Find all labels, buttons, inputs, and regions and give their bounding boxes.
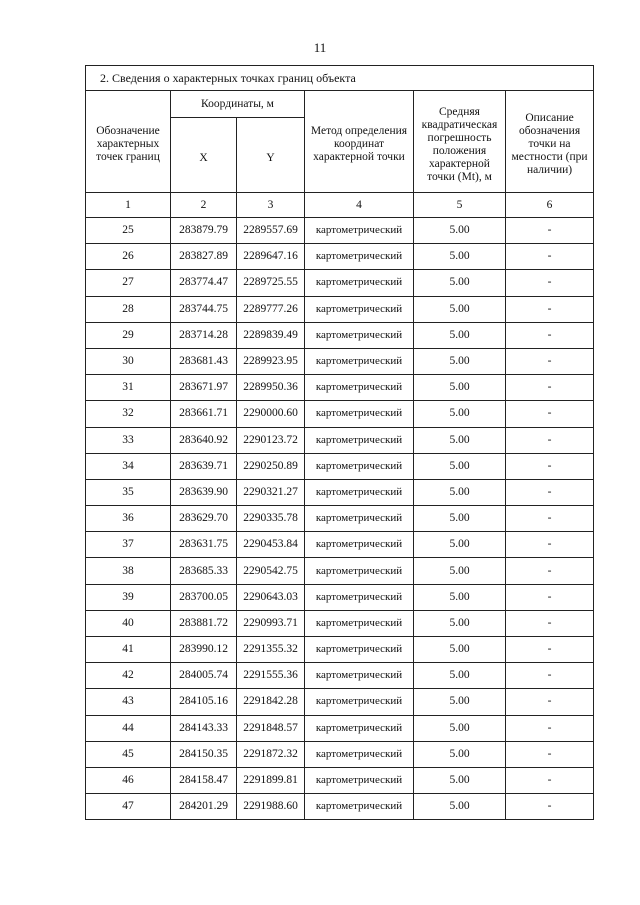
accuracy-cell: 5.00 — [414, 637, 506, 663]
description-cell: - — [506, 506, 594, 532]
description-cell: - — [506, 244, 594, 270]
table-row — [86, 296, 594, 322]
x-coordinate-cell: 283661.71 — [171, 401, 237, 427]
point-cell: 30 — [86, 348, 171, 374]
x-coordinate-cell: 283681.43 — [171, 348, 237, 374]
accuracy-cell: 5.00 — [414, 479, 506, 505]
x-coordinate-cell: 284005.74 — [171, 663, 237, 689]
x-coordinate-cell: 283881.72 — [171, 610, 237, 636]
x-coordinate-cell: 283990.12 — [171, 637, 237, 663]
description-cell: - — [506, 218, 594, 244]
table-row — [86, 348, 594, 374]
y-coordinate-cell: 2290453.84 — [237, 532, 305, 558]
x-coordinate-cell: 283671.97 — [171, 375, 237, 401]
method-cell: картометрический — [305, 270, 414, 296]
y-coordinate-cell: 2291899.81 — [237, 767, 305, 793]
description-cell: - — [506, 453, 594, 479]
point-cell: 29 — [86, 322, 171, 348]
y-coordinate-cell: 2291848.57 — [237, 715, 305, 741]
accuracy-cell: 5.00 — [414, 270, 506, 296]
accuracy-cell: 5.00 — [414, 453, 506, 479]
point-cell: 44 — [86, 715, 171, 741]
accuracy-cell: 5.00 — [414, 506, 506, 532]
accuracy-cell: 5.00 — [414, 767, 506, 793]
description-cell: - — [506, 375, 594, 401]
y-coordinate-cell: 2290643.03 — [237, 584, 305, 610]
point-cell: 45 — [86, 741, 171, 767]
description-cell: - — [506, 270, 594, 296]
accuracy-cell: 5.00 — [414, 218, 506, 244]
method-cell: картометрический — [305, 715, 414, 741]
accuracy-cell: 5.00 — [414, 296, 506, 322]
column-number: 2 — [171, 193, 237, 218]
table-row — [86, 453, 594, 479]
point-cell: 39 — [86, 584, 171, 610]
method-cell: картометрический — [305, 794, 414, 820]
page-number: 11 — [313, 40, 327, 55]
table-row — [86, 401, 594, 427]
accuracy-cell: 5.00 — [414, 558, 506, 584]
x-coordinate-cell: 284143.33 — [171, 715, 237, 741]
accuracy-cell: 5.00 — [414, 663, 506, 689]
y-coordinate-cell: 2289557.69 — [237, 218, 305, 244]
description-cell: - — [506, 296, 594, 322]
method-cell: картометрический — [305, 558, 414, 584]
method-cell: картометрический — [305, 689, 414, 715]
description-cell: - — [506, 348, 594, 374]
header-x: X — [171, 118, 237, 193]
point-cell: 26 — [86, 244, 171, 270]
y-coordinate-cell: 2289725.55 — [237, 270, 305, 296]
table-row — [86, 244, 594, 270]
header-accuracy: Средняя квадратическая погрешность положения характерной точки (Mt), м — [414, 91, 506, 193]
method-cell: картометрический — [305, 479, 414, 505]
x-coordinate-cell: 283827.89 — [171, 244, 237, 270]
column-number: 3 — [237, 193, 305, 218]
description-cell: - — [506, 689, 594, 715]
description-cell: - — [506, 479, 594, 505]
table-row — [86, 584, 594, 610]
table-row — [86, 532, 594, 558]
x-coordinate-cell: 284201.29 — [171, 794, 237, 820]
method-cell: картометрический — [305, 427, 414, 453]
y-coordinate-cell: 2290000.60 — [237, 401, 305, 427]
y-coordinate-cell: 2289839.49 — [237, 322, 305, 348]
description-cell: - — [506, 427, 594, 453]
header-point: Обозначение характерных точек границ — [86, 91, 171, 193]
point-cell: 42 — [86, 663, 171, 689]
accuracy-cell: 5.00 — [414, 532, 506, 558]
method-cell: картометрический — [305, 610, 414, 636]
method-cell: картометрический — [305, 741, 414, 767]
description-cell: - — [506, 401, 594, 427]
table-row — [86, 322, 594, 348]
x-coordinate-cell: 283639.71 — [171, 453, 237, 479]
header-method: Метод определения координат характерной точки — [305, 91, 414, 193]
description-cell: - — [506, 322, 594, 348]
table-row — [86, 741, 594, 767]
method-cell: картометрический — [305, 506, 414, 532]
method-cell: картометрический — [305, 401, 414, 427]
table-row — [86, 794, 594, 820]
point-cell: 47 — [86, 794, 171, 820]
x-coordinate-cell: 283629.70 — [171, 506, 237, 532]
y-coordinate-cell: 2291872.32 — [237, 741, 305, 767]
y-coordinate-cell: 2291988.60 — [237, 794, 305, 820]
column-number: 1 — [86, 193, 171, 218]
y-coordinate-cell: 2289647.16 — [237, 244, 305, 270]
table-row — [86, 663, 594, 689]
point-cell: 28 — [86, 296, 171, 322]
description-cell: - — [506, 741, 594, 767]
accuracy-cell: 5.00 — [414, 401, 506, 427]
method-cell: картометрический — [305, 244, 414, 270]
table-row — [86, 637, 594, 663]
x-coordinate-cell: 283714.28 — [171, 322, 237, 348]
accuracy-cell: 5.00 — [414, 794, 506, 820]
table-row — [86, 479, 594, 505]
description-cell: - — [506, 584, 594, 610]
point-cell: 27 — [86, 270, 171, 296]
point-cell: 38 — [86, 558, 171, 584]
accuracy-cell: 5.00 — [414, 427, 506, 453]
method-cell: картометрический — [305, 453, 414, 479]
method-cell: картометрический — [305, 637, 414, 663]
description-cell: - — [506, 637, 594, 663]
point-cell: 35 — [86, 479, 171, 505]
x-coordinate-cell: 283744.75 — [171, 296, 237, 322]
method-cell: картометрический — [305, 322, 414, 348]
y-coordinate-cell: 2289923.95 — [237, 348, 305, 374]
table-row — [86, 218, 594, 244]
y-coordinate-cell: 2289950.36 — [237, 375, 305, 401]
y-coordinate-cell: 2290335.78 — [237, 506, 305, 532]
header-description: Описание обозначения точки на местности (при наличии) — [506, 91, 594, 193]
x-coordinate-cell: 284150.35 — [171, 741, 237, 767]
point-cell: 31 — [86, 375, 171, 401]
x-coordinate-cell: 284158.47 — [171, 767, 237, 793]
description-cell: - — [506, 767, 594, 793]
point-cell: 33 — [86, 427, 171, 453]
y-coordinate-cell: 2290123.72 — [237, 427, 305, 453]
table-row — [86, 610, 594, 636]
point-cell: 43 — [86, 689, 171, 715]
description-cell: - — [506, 715, 594, 741]
y-coordinate-cell: 2290321.27 — [237, 479, 305, 505]
description-cell: - — [506, 532, 594, 558]
point-cell: 34 — [86, 453, 171, 479]
accuracy-cell: 5.00 — [414, 348, 506, 374]
y-coordinate-cell: 2289777.26 — [237, 296, 305, 322]
section-title: 2. Сведения о характерных точках границ объекта — [86, 66, 594, 91]
method-cell: картометрический — [305, 663, 414, 689]
accuracy-cell: 5.00 — [414, 610, 506, 636]
point-cell: 46 — [86, 767, 171, 793]
method-cell: картометрический — [305, 584, 414, 610]
method-cell: картометрический — [305, 375, 414, 401]
method-cell: картометрический — [305, 348, 414, 374]
table-row — [86, 427, 594, 453]
y-coordinate-cell: 2290542.75 — [237, 558, 305, 584]
table-row — [86, 689, 594, 715]
method-cell: картометрический — [305, 296, 414, 322]
x-coordinate-cell: 283879.79 — [171, 218, 237, 244]
x-coordinate-cell: 284105.16 — [171, 689, 237, 715]
column-number: 6 — [506, 193, 594, 218]
accuracy-cell: 5.00 — [414, 375, 506, 401]
column-number: 4 — [305, 193, 414, 218]
description-cell: - — [506, 663, 594, 689]
boundary-points-table — [85, 65, 594, 820]
x-coordinate-cell: 283774.47 — [171, 270, 237, 296]
x-coordinate-cell: 283700.05 — [171, 584, 237, 610]
point-cell: 36 — [86, 506, 171, 532]
header-y: Y — [237, 118, 305, 193]
accuracy-cell: 5.00 — [414, 741, 506, 767]
y-coordinate-cell: 2290250.89 — [237, 453, 305, 479]
point-cell: 41 — [86, 637, 171, 663]
table-row — [86, 270, 594, 296]
x-coordinate-cell: 283685.33 — [171, 558, 237, 584]
description-cell: - — [506, 610, 594, 636]
table-row — [86, 767, 594, 793]
point-cell: 25 — [86, 218, 171, 244]
description-cell: - — [506, 558, 594, 584]
y-coordinate-cell: 2291355.32 — [237, 637, 305, 663]
table-row — [86, 558, 594, 584]
table-row — [86, 375, 594, 401]
accuracy-cell: 5.00 — [414, 244, 506, 270]
description-cell: - — [506, 794, 594, 820]
method-cell: картометрический — [305, 767, 414, 793]
column-number: 5 — [414, 193, 506, 218]
y-coordinate-cell: 2291555.36 — [237, 663, 305, 689]
column-numbers-row — [86, 193, 594, 218]
accuracy-cell: 5.00 — [414, 584, 506, 610]
section-title-row — [86, 66, 594, 91]
x-coordinate-cell: 283631.75 — [171, 532, 237, 558]
header-coordinates: Координаты, м — [171, 91, 305, 118]
point-cell: 40 — [86, 610, 171, 636]
x-coordinate-cell: 283640.92 — [171, 427, 237, 453]
y-coordinate-cell: 2290993.71 — [237, 610, 305, 636]
method-cell: картометрический — [305, 218, 414, 244]
table-row — [86, 506, 594, 532]
x-coordinate-cell: 283639.90 — [171, 479, 237, 505]
accuracy-cell: 5.00 — [414, 689, 506, 715]
point-cell: 37 — [86, 532, 171, 558]
method-cell: картометрический — [305, 532, 414, 558]
accuracy-cell: 5.00 — [414, 715, 506, 741]
header-row — [86, 91, 594, 118]
table-row — [86, 715, 594, 741]
y-coordinate-cell: 2291842.28 — [237, 689, 305, 715]
accuracy-cell: 5.00 — [414, 322, 506, 348]
point-cell: 32 — [86, 401, 171, 427]
